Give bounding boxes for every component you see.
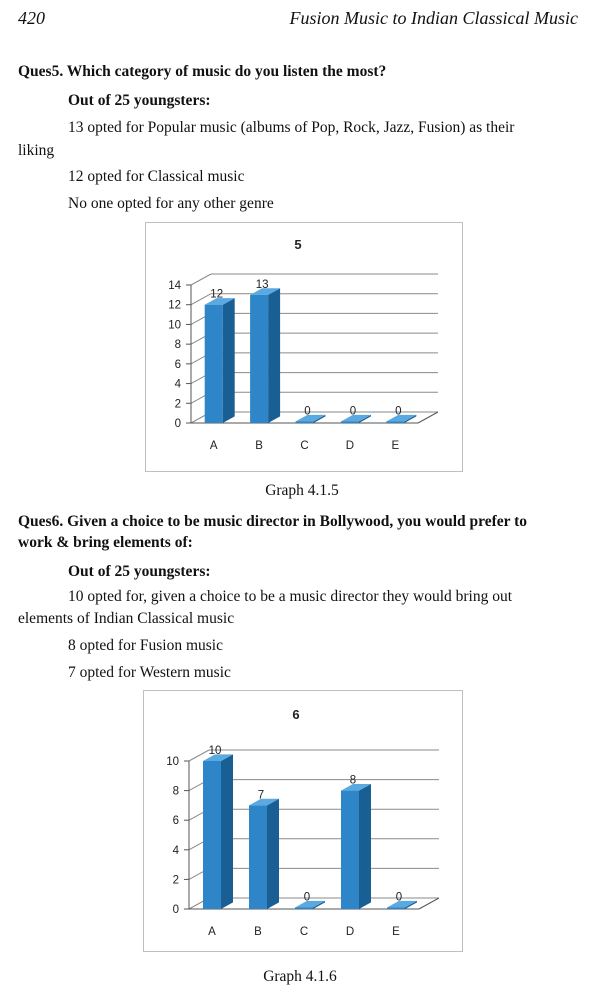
y-tick-label: 14	[168, 280, 181, 292]
data-label: 10	[208, 745, 222, 757]
x-tick-label: C	[299, 926, 309, 938]
bar	[250, 295, 268, 423]
data-label: 0	[395, 405, 402, 418]
y-tick-label: 6	[174, 358, 181, 371]
q6-line3: 7 opted for Western music	[68, 664, 231, 681]
y-tick-label: 4	[174, 378, 181, 391]
bar	[387, 908, 405, 910]
x-tick-label: C	[300, 440, 309, 452]
x-tick-label: E	[391, 440, 400, 452]
x-tick-label: A	[209, 440, 218, 452]
bar	[386, 422, 404, 424]
y-tick-label: 4	[172, 844, 179, 857]
data-label: 8	[349, 774, 357, 787]
bar-side	[267, 799, 279, 909]
q5-line3: No one opted for any other genre	[68, 195, 274, 212]
data-label: 7	[257, 789, 265, 802]
page-header	[18, 8, 578, 34]
x-tick-label: B	[255, 440, 263, 452]
gridline-diagonal	[189, 750, 209, 761]
y-tick-label: 10	[168, 319, 181, 332]
graph-caption-6: Graph 4.1.6	[263, 968, 337, 985]
x-tick-label: A	[208, 926, 216, 938]
q5-line2: 12 opted for Classical music	[68, 168, 245, 185]
q5-line1-cont: liking	[18, 142, 55, 159]
y-tick-label: 0	[172, 904, 179, 916]
chart-6-frame	[143, 690, 463, 952]
chart-title: 6	[292, 707, 300, 722]
graph-caption-5: Graph 4.1.5	[265, 482, 339, 499]
data-label: 12	[210, 288, 224, 301]
bar	[295, 908, 313, 910]
data-label: 0	[349, 405, 357, 418]
floor-edge	[418, 412, 438, 423]
bar	[296, 422, 314, 424]
page-number: 420	[18, 8, 45, 28]
chart-5	[146, 223, 462, 471]
data-label: 0	[304, 405, 311, 418]
bar-side	[223, 298, 235, 423]
q6-line1-cont: elements of Indian Classical music	[18, 610, 235, 627]
x-tick-label: E	[392, 926, 400, 938]
q6-subheading: Out of 25 youngsters:	[68, 563, 211, 580]
q6-line2: 8 opted for Fusion music	[68, 637, 223, 654]
y-tick-label: 12	[168, 299, 181, 312]
y-tick-label: 2	[174, 398, 181, 411]
bar	[341, 791, 359, 909]
y-tick-label: 10	[166, 756, 179, 768]
data-label: 13	[255, 278, 269, 291]
bar-side	[268, 288, 280, 423]
y-tick-label: 6	[172, 815, 179, 828]
floor-edge	[419, 898, 439, 909]
bar-side	[221, 754, 233, 909]
q5-question: Ques5. Which category of music do you listen the most?	[18, 63, 387, 80]
y-tick-label: 0	[174, 418, 181, 430]
bar	[203, 761, 221, 909]
q6-line1: 10 opted for, given a choice to be a music director they would bring out	[68, 588, 513, 605]
bar	[341, 422, 359, 424]
data-label: 0	[303, 891, 311, 904]
q5-subheading: Out of 25 youngsters:	[68, 92, 211, 109]
running-title: Fusion Music to Indian Classical Music	[289, 8, 578, 28]
q6-question-cont: work & bring elements of:	[18, 534, 193, 551]
chart-6	[144, 691, 462, 951]
q5-line1: 13 opted for Popular music (albums of Pop, Rock, Jazz, Fusion) as their	[68, 119, 515, 136]
chart-5-frame	[145, 222, 463, 472]
gridline-diagonal	[191, 274, 211, 285]
y-tick-label: 2	[172, 874, 179, 887]
x-tick-label: D	[345, 440, 355, 452]
y-tick-label: 8	[172, 785, 179, 798]
data-label: 0	[395, 891, 403, 904]
x-tick-label: B	[254, 926, 262, 938]
q6-question: Ques6. Given a choice to be music director in Bollywood, you would prefer to	[18, 513, 528, 530]
bar	[249, 805, 267, 909]
x-tick-label: D	[345, 926, 355, 938]
y-tick-label: 8	[174, 339, 181, 352]
chart-title: 5	[294, 237, 302, 252]
bar	[205, 305, 223, 423]
bar-side	[359, 784, 371, 909]
